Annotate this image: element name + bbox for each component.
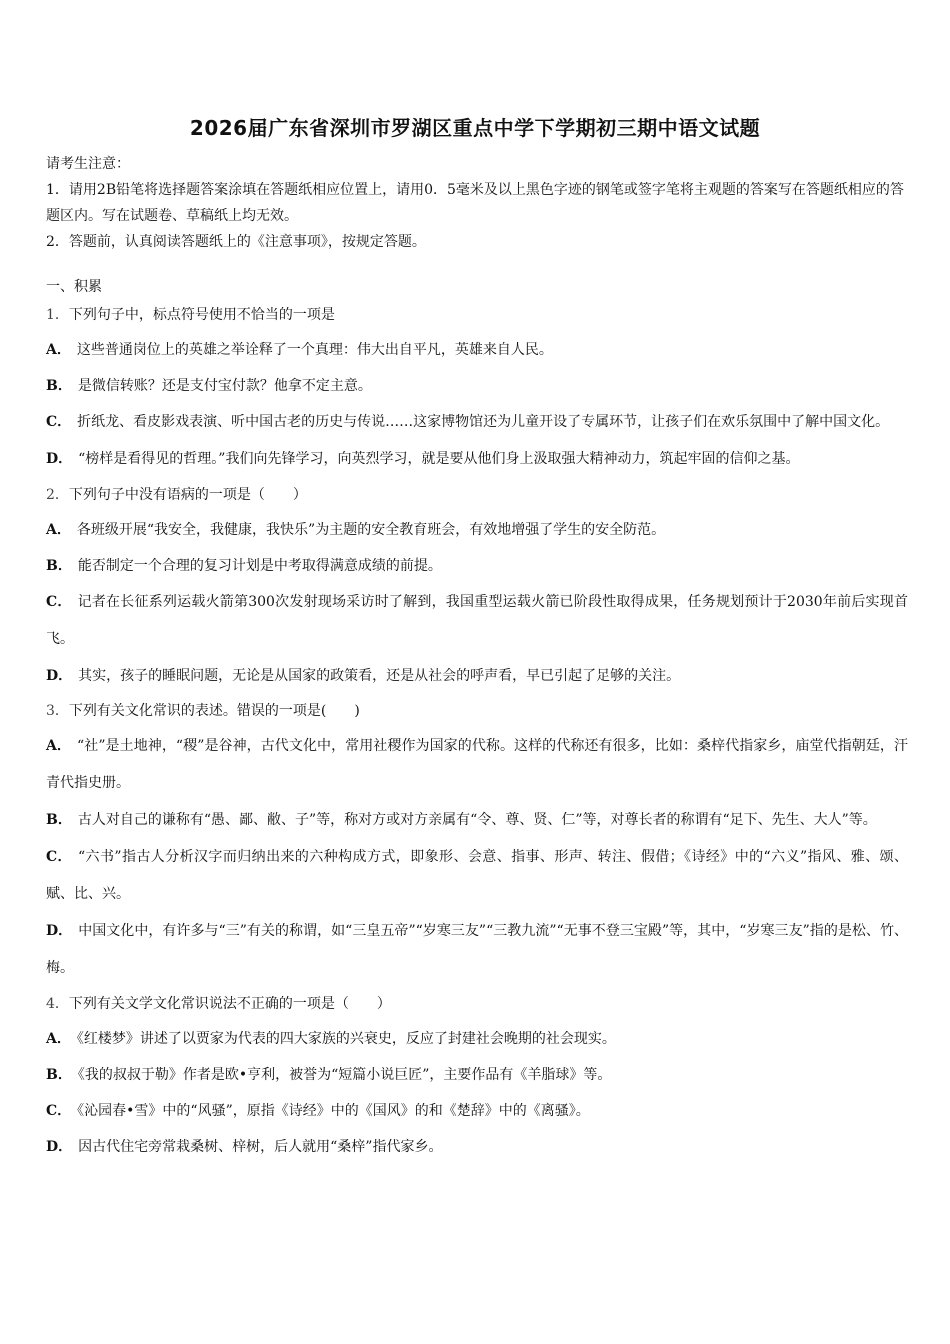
notice-item: 2．答题前，认真阅读答题纸上的《注意事项》，按规定答题。	[46, 234, 426, 250]
page-title: 2026届广东省深圳市罗湖区重点中学下学期初三期中语文试题	[189, 116, 761, 140]
option-a	[46, 728, 908, 802]
option-a	[46, 512, 908, 548]
question-text: 下列句子中没有语病的一项是（ ）	[68, 487, 307, 503]
option-b	[46, 802, 908, 839]
option-text: 《红楼梦》讲述了以贾家为代表的四大家族的兴衰史，反应了封建社会晚期的社会现实。	[76, 1031, 616, 1047]
option-label: A．	[46, 1031, 71, 1047]
question-number: 2．	[46, 487, 69, 503]
option-d	[46, 658, 908, 694]
option-b	[46, 1057, 908, 1093]
option-text: 这些普通岗位上的英雄之举诠释了一个真理：伟大出自平凡，英雄来自人民。	[76, 342, 553, 358]
option-text: 古人对自己的谦称有“愚、鄙、敝、子”等，称对方或对方亲属有“令、尊、贤、仁”等，对尊长者的称谓有“足下、先生、大人”等。	[77, 812, 877, 828]
question-number: 1．	[46, 307, 69, 323]
option-text: 其实，孩子的睡眠问题，无论是从国家的政策看，还是从社会的呼声看，早已引起了足够的关注。	[78, 668, 681, 684]
question-text: 下列有关文学文化常识说法不正确的一项是（ ）	[68, 996, 391, 1012]
option-text: “社”是土地神，“稷”是谷神，古代文化中，常用社稷作为国家的代称。这样的代称还有很多，比如：桑梓代指家乡，庙堂代指朝廷，汗青代指史册。	[46, 738, 908, 791]
notice-block	[46, 151, 906, 255]
option-text: 记者在长征系列运载火箭第300次发射现场采访时了解到，我国重型运载火箭已阶段性取得成果，任务规划预计于2030年前后实现首飞。	[46, 594, 908, 647]
option-label: B．	[46, 378, 72, 394]
option-text: “六书”指古人分析汉字而归纳出来的六种构成方式，即象形、会意、指事、形声、转注、假借；《诗经》中的“六义”指风、雅、颂、赋、比、兴。	[46, 849, 908, 902]
option-label: C．	[46, 594, 72, 610]
question-stem	[46, 694, 908, 728]
option-label: A．	[46, 738, 72, 754]
question-stem	[46, 298, 908, 332]
option-d	[46, 441, 908, 478]
option-c	[46, 1093, 908, 1129]
option-label: C．	[46, 414, 72, 430]
option-d	[46, 1129, 908, 1165]
option-label: A．	[46, 522, 71, 538]
question-text: 下列有关文化常识的表述。错误的一项是( )	[68, 703, 360, 719]
option-text: 《我的叔叔于勒》作者是欧•亨利，被誉为“短篇小说巨匠”，主要作品有《羊脂球》等。	[77, 1067, 612, 1083]
option-label: D．	[46, 1139, 73, 1155]
option-d	[46, 913, 908, 987]
notice-heading: 请考生注意：	[46, 156, 130, 172]
option-b	[46, 548, 908, 584]
option-b	[46, 368, 908, 404]
question-stem	[46, 987, 908, 1021]
question-stem	[46, 478, 908, 512]
option-text: “榜样是看得见的哲理。”我们向先锋学习，向英烈学习，就是要从他们身上汲取强大精神动力，筑起牢固的信仰之基。	[78, 451, 800, 467]
option-c	[46, 404, 908, 441]
question-number: 3．	[46, 703, 69, 719]
question-text: 下列句子中，标点符号使用不恰当的一项是	[68, 307, 335, 323]
option-text: 折纸龙、看皮影戏表演、听中国古老的历史与传说……这家博物馆还为儿童开设了专属环节，让孩子们在欢乐氛围中了解中国文化。	[77, 414, 890, 430]
option-label: D．	[46, 923, 73, 939]
option-label: D．	[46, 451, 73, 467]
option-a	[46, 1021, 908, 1057]
option-text: 能否制定一个合理的复习计划是中考取得满意成绩的前提。	[77, 558, 442, 574]
option-label: A．	[46, 342, 71, 358]
option-text: 《沁园春•雪》中的“风骚”，原指《诗经》中的《国风》的和《楚辞》中的《离骚》。	[77, 1103, 590, 1119]
option-text: 各班级开展“我安全，我健康，我快乐”为主题的安全教育班会，有效地增强了学生的安全防范。	[76, 522, 666, 538]
option-label: D．	[46, 668, 73, 684]
option-label: B．	[46, 558, 72, 574]
option-text: 中国文化中，有许多与“三”有关的称谓，如“三皇五帝”“岁寒三友”“三教九流”“无事不登三宝殿”等，其中，“岁寒三友”指的是松、竹、梅。	[46, 923, 908, 976]
notice-item: 1．请用2B铅笔将选择题答案涂填在答题纸相应位置上，请用0．5毫米及以上黑色字迹的钢笔或签字笔将主观题的答案写在答题纸相应的答题区内。写在试题卷、草稿纸上均无效。	[46, 182, 904, 224]
option-label: B．	[46, 1067, 72, 1083]
option-text: 因古代住宅旁常栽桑树、梓树，后人就用“桑梓”指代家乡。	[78, 1139, 443, 1155]
section-heading: 一、积累	[46, 279, 102, 295]
question-number: 4．	[46, 996, 69, 1012]
question-list	[46, 298, 908, 1165]
option-label: C．	[46, 849, 72, 865]
option-text: 是微信转账？还是支付宝付款？他拿不定主意。	[77, 378, 372, 394]
option-c	[46, 839, 908, 913]
option-label: C．	[46, 1103, 72, 1119]
option-label: B．	[46, 812, 72, 828]
option-a	[46, 332, 908, 368]
option-c	[46, 584, 908, 658]
